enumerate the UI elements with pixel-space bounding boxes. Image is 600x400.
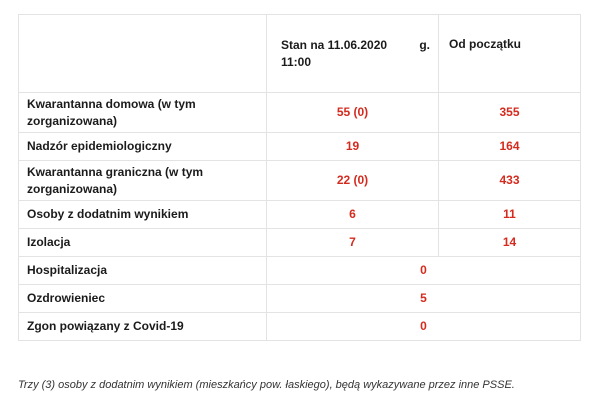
footnote-text: Trzy (3) osoby z dodatnim wynikiem (mieszkańcy pow. łaskiego), będą wykazywane przez inne PSSE. <box>18 379 515 391</box>
table-row <box>19 201 581 229</box>
row-label: Zgon powiązany z Covid-19 <box>19 313 267 341</box>
row-merged-value: 0 <box>267 313 581 341</box>
row-total-value: 355 <box>439 93 581 133</box>
table-row <box>19 93 581 133</box>
row-current-value: 55 (0) <box>267 93 439 133</box>
row-total-value: 11 <box>439 201 581 229</box>
header-cell-empty <box>19 15 267 93</box>
row-label: Kwarantanna graniczna (w tym zorganizowana) <box>19 161 267 201</box>
row-total-value: 433 <box>439 161 581 201</box>
table-header-row <box>19 15 581 93</box>
statistics-table <box>18 14 581 341</box>
table-row <box>19 133 581 161</box>
row-label: Ozdrowieniec <box>19 285 267 313</box>
row-current-value: 6 <box>267 201 439 229</box>
header-cell-date <box>267 15 439 93</box>
table-row <box>19 229 581 257</box>
row-current-value: 7 <box>267 229 439 257</box>
row-total-value: 164 <box>439 133 581 161</box>
row-merged-value: 5 <box>267 285 581 313</box>
row-total-value: 14 <box>439 229 581 257</box>
header-date-suffix: g. <box>419 37 430 52</box>
row-label: Osoby z dodatnim wynikiem <box>19 201 267 229</box>
table-row-merged <box>19 285 581 313</box>
header-cell-total <box>439 15 581 93</box>
row-label: Izolacja <box>19 229 267 257</box>
row-current-value: 22 (0) <box>267 161 439 201</box>
header-total-label: Od początku <box>449 37 522 51</box>
row-label: Hospitalizacja <box>19 257 267 285</box>
table-row-merged <box>19 313 581 341</box>
row-merged-value: 0 <box>267 257 581 285</box>
table-row-merged <box>19 257 581 285</box>
table-row <box>19 161 581 201</box>
header-date-label: Stan na 11.06.2020 <box>281 37 388 52</box>
header-time-label: 11:00 <box>281 54 312 69</box>
row-label: Kwarantanna domowa (w tym zorganizowana) <box>19 93 267 133</box>
row-label: Nadzór epidemiologiczny <box>19 133 267 161</box>
row-current-value: 19 <box>267 133 439 161</box>
